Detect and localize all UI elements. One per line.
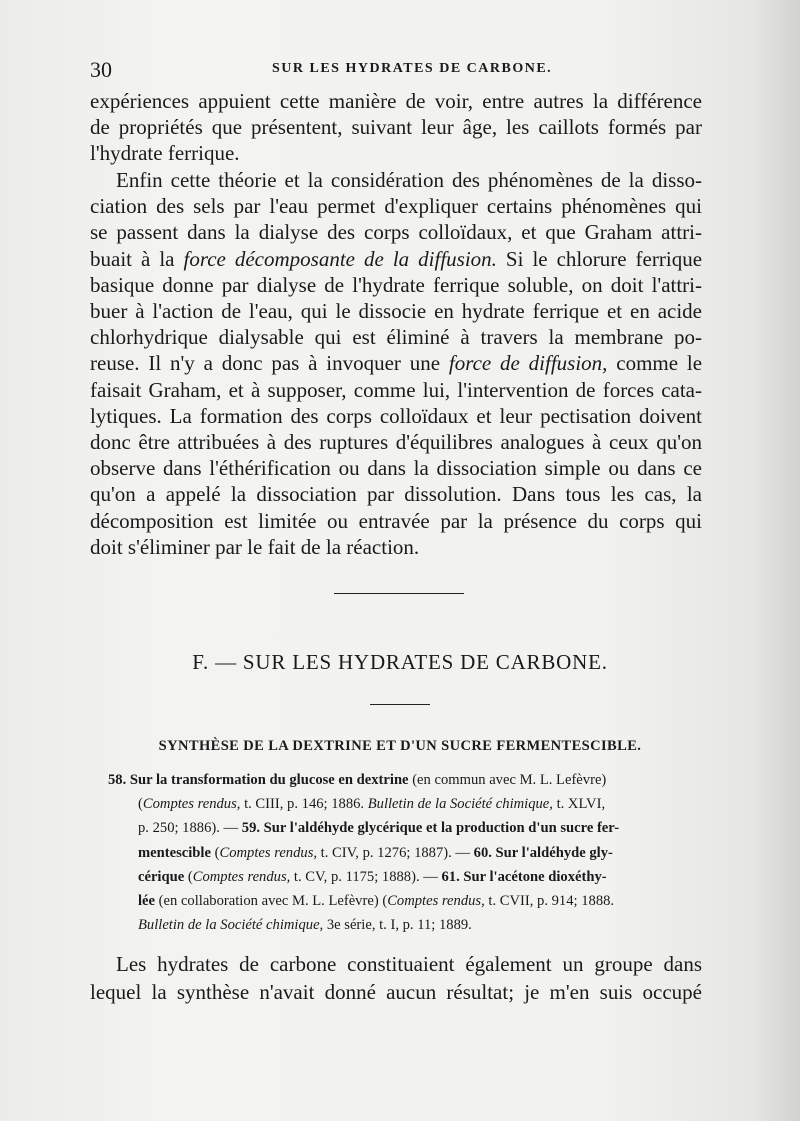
entry-title: Sur l'aldéhyde gly- <box>491 844 613 861</box>
italic-term: force de diffusion, <box>448 351 608 376</box>
italic-term: force décomposante de la diffusion. <box>183 246 497 271</box>
text-span: t. XLVI, <box>552 796 606 813</box>
text-span: t. CVII, p. 914; 1888. <box>484 893 615 910</box>
entry-title: Sur l'aldéhyde glycérique et la production d'un sucre fer- <box>260 820 620 837</box>
text-line: basique donne par dialyse de l'hydrate ferrique soluble, on doit l'attri- <box>90 272 702 297</box>
entry-title: Sur l'acétone dioxéthy- <box>459 868 607 885</box>
running-title: SUR LES HYDRATES DE CARBONE. <box>272 61 553 76</box>
text-line: qu'on a appelé la dissociation par dissolution. Dans tous les cas, la <box>90 482 702 507</box>
biblio-line <box>108 841 706 865</box>
entry-number: 61. <box>441 868 460 885</box>
text-span: comme le <box>607 351 703 376</box>
text-line: décomposition est limitée ou entravée par la présence du corps qui <box>90 508 702 533</box>
paragraph-1 <box>90 88 702 167</box>
section-divider <box>334 593 464 594</box>
text-line: l'hydrate ferrique. <box>90 141 240 166</box>
text-line: Enfin cette théorie et la considération des phénomènes de la disso- <box>116 168 702 192</box>
text-span: t. CV, p. 1175; 1888). — <box>290 868 442 885</box>
journal-name: Comptes rendus, <box>387 893 485 910</box>
biblio-line <box>108 816 706 840</box>
text-line: lytiques. La formation des corps colloïdaux et leur pectisation doivent <box>90 403 702 428</box>
text-line <box>90 350 702 376</box>
journal-name: Bulletin de la Société chimique, <box>138 917 324 934</box>
text-span: reuse. Il n'y a donc pas à invoquer une <box>90 351 449 376</box>
page-number: 30 <box>90 57 112 82</box>
text-line: Les hydrates de carbone constituaient également un groupe dans <box>116 952 702 976</box>
text-span: ( <box>184 868 193 885</box>
text-line: observe dans l'éthérification ou dans la dissociation simple ou dans ce <box>90 456 702 481</box>
text-span: (en collaboration avec M. L. Lefèvre) ( <box>155 893 388 910</box>
text-span: Si le chlorure ferrique <box>496 246 703 271</box>
text-line: expériences appuient cette manière de voir, entre autres la différence <box>90 89 702 113</box>
text-line: ciation des sels par l'eau permet d'expliquer certains phénomènes qui <box>90 194 702 219</box>
subheading: SYNTHÈSE DE LA DEXTRINE ET D'UN SUCRE FERMENTESCIBLE. <box>158 738 642 754</box>
text-line: lequel la synthèse n'avait donné aucun résultat; je m'en suis occupé <box>90 980 702 1004</box>
text-span: ( <box>138 796 143 813</box>
biblio-line <box>108 792 706 816</box>
text-span: (en commun avec M. L. Lefèvre) <box>408 772 607 788</box>
section-heading: F. — SUR LES HYDRATES DE CARBONE. <box>192 650 608 674</box>
text-line: se passent dans la dialyse des corps colloïdaux, et que Graham attri- <box>90 220 702 245</box>
text-span: t. CIV, p. 1276; 1887). — <box>317 844 474 861</box>
text-span: ( <box>210 844 220 861</box>
journal-name: Comptes rendus, <box>219 844 318 861</box>
biblio-line <box>108 865 706 889</box>
text-span: p. 250; 1886). — <box>138 820 242 837</box>
text-line: chlorhydrique dialysable qui est éliminé à travers la membrane po- <box>90 325 702 350</box>
text-line: doit s'éliminer par le fait de la réaction. <box>90 534 420 559</box>
entry-number: 58. <box>108 772 127 788</box>
text-line <box>90 246 702 272</box>
text-line: donc être attribuées à des ruptures d'équilibres analogues à ceux qu'on <box>90 430 702 455</box>
entry-number: 59. <box>241 820 261 837</box>
paragraph-2 <box>90 167 702 560</box>
text-span: 3e série, t. I, p. 11; 1889. <box>323 917 472 934</box>
text-line: buer à l'action de l'eau, qui le dissocie en hydrate ferrique et en acide <box>90 299 702 324</box>
biblio-line <box>108 889 706 913</box>
entry-number: 60. <box>473 844 492 861</box>
biblio-line <box>108 913 706 937</box>
entry-title: mentescible <box>138 844 211 861</box>
entry-title: cérique <box>138 868 185 885</box>
paragraph-3 <box>90 950 702 1006</box>
entry-title: Sur la transformation du glucose en dextrine <box>126 772 409 788</box>
journal-name: Bulletin de la Société chimique, <box>367 796 553 813</box>
text-line: de propriétés que présentent, suivant leur âge, les caillots formés par <box>90 115 702 140</box>
bibliography-block <box>108 768 706 937</box>
text-span: buait à la <box>90 246 184 271</box>
text-span: t. CIII, p. 146; 1886. <box>240 796 368 813</box>
journal-name: Comptes rendus, <box>192 868 291 885</box>
journal-name: Comptes rendus, <box>142 796 241 813</box>
heading-divider <box>370 704 430 705</box>
entry-title: lée <box>138 893 156 910</box>
page-header <box>90 57 700 83</box>
biblio-line <box>108 768 706 792</box>
text-line: faisait Graham, et à supposer, comme lui, l'intervention de forces cata- <box>90 377 702 402</box>
